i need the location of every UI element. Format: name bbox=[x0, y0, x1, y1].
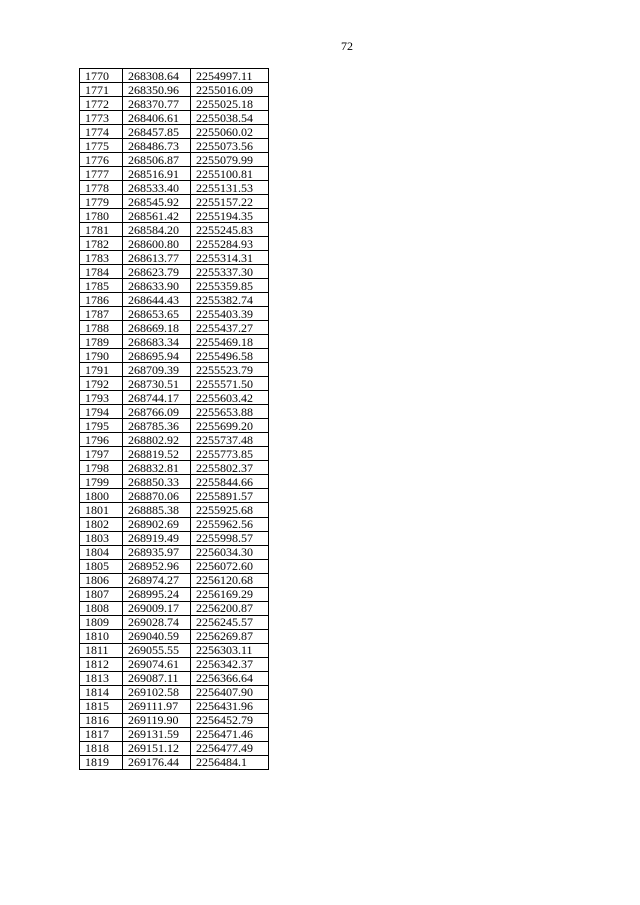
y-coordinate-cell: 2255496.58 bbox=[191, 349, 269, 363]
table-row bbox=[80, 209, 269, 223]
x-coordinate-cell: 269087.11 bbox=[123, 671, 191, 685]
table-row bbox=[80, 167, 269, 181]
y-coordinate-cell: 2255314.31 bbox=[191, 251, 269, 265]
x-coordinate-cell: 268850.33 bbox=[123, 475, 191, 489]
point-number-cell: 1817 bbox=[80, 727, 123, 741]
table-row bbox=[80, 69, 269, 83]
x-coordinate-cell: 269040.59 bbox=[123, 629, 191, 643]
point-number-cell: 1792 bbox=[80, 377, 123, 391]
x-coordinate-cell: 268370.77 bbox=[123, 97, 191, 111]
y-coordinate-cell: 2255699.20 bbox=[191, 419, 269, 433]
x-coordinate-cell: 268709.39 bbox=[123, 363, 191, 377]
y-coordinate-cell: 2256034.30 bbox=[191, 545, 269, 559]
point-number-cell: 1807 bbox=[80, 587, 123, 601]
y-coordinate-cell: 2255245.83 bbox=[191, 223, 269, 237]
y-coordinate-cell: 2255016.09 bbox=[191, 83, 269, 97]
x-coordinate-cell: 268584.20 bbox=[123, 223, 191, 237]
x-coordinate-cell: 269055.55 bbox=[123, 643, 191, 657]
x-coordinate-cell: 269131.59 bbox=[123, 727, 191, 741]
point-number-cell: 1773 bbox=[80, 111, 123, 125]
page-number: 72 bbox=[341, 39, 353, 53]
y-coordinate-cell: 2255844.66 bbox=[191, 475, 269, 489]
y-coordinate-cell: 2255571.50 bbox=[191, 377, 269, 391]
table-row bbox=[80, 363, 269, 377]
table-row bbox=[80, 223, 269, 237]
table-row bbox=[80, 111, 269, 125]
y-coordinate-cell: 2255925.68 bbox=[191, 503, 269, 517]
table-row bbox=[80, 335, 269, 349]
table-row bbox=[80, 601, 269, 615]
point-number-cell: 1815 bbox=[80, 699, 123, 713]
y-coordinate-cell: 2255157.22 bbox=[191, 195, 269, 209]
y-coordinate-cell: 2256200.87 bbox=[191, 601, 269, 615]
y-coordinate-cell: 2255962.56 bbox=[191, 517, 269, 531]
x-coordinate-cell: 268902.69 bbox=[123, 517, 191, 531]
table-row bbox=[80, 657, 269, 671]
y-coordinate-cell: 2255998.57 bbox=[191, 531, 269, 545]
x-coordinate-cell: 268885.38 bbox=[123, 503, 191, 517]
table-row bbox=[80, 531, 269, 545]
point-number-cell: 1798 bbox=[80, 461, 123, 475]
x-coordinate-cell: 268533.40 bbox=[123, 181, 191, 195]
table-row bbox=[80, 741, 269, 755]
point-number-cell: 1786 bbox=[80, 293, 123, 307]
x-coordinate-cell: 268406.61 bbox=[123, 111, 191, 125]
y-coordinate-cell: 2256269.87 bbox=[191, 629, 269, 643]
table-row bbox=[80, 83, 269, 97]
point-number-cell: 1819 bbox=[80, 755, 123, 769]
x-coordinate-cell: 268919.49 bbox=[123, 531, 191, 545]
y-coordinate-cell: 2254997.11 bbox=[191, 69, 269, 83]
table-row bbox=[80, 517, 269, 531]
x-coordinate-cell: 268516.91 bbox=[123, 167, 191, 181]
y-coordinate-cell: 2256303.11 bbox=[191, 643, 269, 657]
table-row bbox=[80, 279, 269, 293]
table-row bbox=[80, 405, 269, 419]
point-number-cell: 1782 bbox=[80, 237, 123, 251]
y-coordinate-cell: 2255359.85 bbox=[191, 279, 269, 293]
table-row bbox=[80, 307, 269, 321]
point-number-cell: 1809 bbox=[80, 615, 123, 629]
x-coordinate-cell: 268995.24 bbox=[123, 587, 191, 601]
table-row bbox=[80, 153, 269, 167]
table-row bbox=[80, 251, 269, 265]
table-row bbox=[80, 461, 269, 475]
table-row bbox=[80, 237, 269, 251]
y-coordinate-cell: 2256072.60 bbox=[191, 559, 269, 573]
table-row bbox=[80, 125, 269, 139]
y-coordinate-cell: 2256484.1 bbox=[191, 755, 269, 769]
y-coordinate-cell: 2255079.99 bbox=[191, 153, 269, 167]
point-number-cell: 1803 bbox=[80, 531, 123, 545]
point-number-cell: 1781 bbox=[80, 223, 123, 237]
point-number-cell: 1790 bbox=[80, 349, 123, 363]
point-number-cell: 1785 bbox=[80, 279, 123, 293]
point-number-cell: 1814 bbox=[80, 685, 123, 699]
table-row bbox=[80, 321, 269, 335]
point-number-cell: 1802 bbox=[80, 517, 123, 531]
x-coordinate-cell: 269151.12 bbox=[123, 741, 191, 755]
point-number-cell: 1777 bbox=[80, 167, 123, 181]
point-number-cell: 1787 bbox=[80, 307, 123, 321]
point-number-cell: 1778 bbox=[80, 181, 123, 195]
y-coordinate-cell: 2256452.79 bbox=[191, 713, 269, 727]
y-coordinate-cell: 2256169.29 bbox=[191, 587, 269, 601]
coordinates-table bbox=[79, 68, 269, 770]
table-row bbox=[80, 489, 269, 503]
point-number-cell: 1791 bbox=[80, 363, 123, 377]
x-coordinate-cell: 268600.80 bbox=[123, 237, 191, 251]
point-number-cell: 1784 bbox=[80, 265, 123, 279]
y-coordinate-cell: 2256366.64 bbox=[191, 671, 269, 685]
point-number-cell: 1788 bbox=[80, 321, 123, 335]
x-coordinate-cell: 268802.92 bbox=[123, 433, 191, 447]
y-coordinate-cell: 2255131.53 bbox=[191, 181, 269, 195]
table-row bbox=[80, 755, 269, 769]
point-number-cell: 1811 bbox=[80, 643, 123, 657]
y-coordinate-cell: 2255603.42 bbox=[191, 391, 269, 405]
table-row bbox=[80, 391, 269, 405]
x-coordinate-cell: 268613.77 bbox=[123, 251, 191, 265]
table-row bbox=[80, 349, 269, 363]
table-row bbox=[80, 671, 269, 685]
y-coordinate-cell: 2255653.88 bbox=[191, 405, 269, 419]
point-number-cell: 1779 bbox=[80, 195, 123, 209]
table-row bbox=[80, 643, 269, 657]
table-row bbox=[80, 727, 269, 741]
point-number-cell: 1794 bbox=[80, 405, 123, 419]
table-row bbox=[80, 181, 269, 195]
table-row bbox=[80, 713, 269, 727]
x-coordinate-cell: 269009.17 bbox=[123, 601, 191, 615]
x-coordinate-cell: 268561.42 bbox=[123, 209, 191, 223]
point-number-cell: 1808 bbox=[80, 601, 123, 615]
x-coordinate-cell: 268730.51 bbox=[123, 377, 191, 391]
table-row bbox=[80, 615, 269, 629]
x-coordinate-cell: 268653.65 bbox=[123, 307, 191, 321]
y-coordinate-cell: 2255469.18 bbox=[191, 335, 269, 349]
y-coordinate-cell: 2255437.27 bbox=[191, 321, 269, 335]
y-coordinate-cell: 2255025.18 bbox=[191, 97, 269, 111]
x-coordinate-cell: 268633.90 bbox=[123, 279, 191, 293]
x-coordinate-cell: 268695.94 bbox=[123, 349, 191, 363]
y-coordinate-cell: 2255523.79 bbox=[191, 363, 269, 377]
point-number-cell: 1799 bbox=[80, 475, 123, 489]
x-coordinate-cell: 268870.06 bbox=[123, 489, 191, 503]
x-coordinate-cell: 269119.90 bbox=[123, 713, 191, 727]
y-coordinate-cell: 2256120.68 bbox=[191, 573, 269, 587]
x-coordinate-cell: 268744.17 bbox=[123, 391, 191, 405]
table-row bbox=[80, 475, 269, 489]
table-row bbox=[80, 573, 269, 587]
x-coordinate-cell: 269074.61 bbox=[123, 657, 191, 671]
point-number-cell: 1789 bbox=[80, 335, 123, 349]
table-row bbox=[80, 587, 269, 601]
point-number-cell: 1795 bbox=[80, 419, 123, 433]
y-coordinate-cell: 2255802.37 bbox=[191, 461, 269, 475]
y-coordinate-cell: 2255100.81 bbox=[191, 167, 269, 181]
y-coordinate-cell: 2255194.35 bbox=[191, 209, 269, 223]
table-row bbox=[80, 545, 269, 559]
y-coordinate-cell: 2255382.74 bbox=[191, 293, 269, 307]
y-coordinate-cell: 2256431.96 bbox=[191, 699, 269, 713]
y-coordinate-cell: 2255073.56 bbox=[191, 139, 269, 153]
x-coordinate-cell: 268457.85 bbox=[123, 125, 191, 139]
table-row bbox=[80, 559, 269, 573]
point-number-cell: 1800 bbox=[80, 489, 123, 503]
x-coordinate-cell: 269176.44 bbox=[123, 755, 191, 769]
table-row bbox=[80, 433, 269, 447]
x-coordinate-cell: 268486.73 bbox=[123, 139, 191, 153]
table-row bbox=[80, 265, 269, 279]
table-row bbox=[80, 699, 269, 713]
coordinates-table-body bbox=[80, 69, 269, 770]
x-coordinate-cell: 268819.52 bbox=[123, 447, 191, 461]
x-coordinate-cell: 268935.97 bbox=[123, 545, 191, 559]
y-coordinate-cell: 2255060.02 bbox=[191, 125, 269, 139]
point-number-cell: 1805 bbox=[80, 559, 123, 573]
point-number-cell: 1812 bbox=[80, 657, 123, 671]
y-coordinate-cell: 2256245.57 bbox=[191, 615, 269, 629]
point-number-cell: 1801 bbox=[80, 503, 123, 517]
x-coordinate-cell: 268952.96 bbox=[123, 559, 191, 573]
table-row bbox=[80, 629, 269, 643]
x-coordinate-cell: 268669.18 bbox=[123, 321, 191, 335]
y-coordinate-cell: 2255038.54 bbox=[191, 111, 269, 125]
y-coordinate-cell: 2256407.90 bbox=[191, 685, 269, 699]
y-coordinate-cell: 2255284.93 bbox=[191, 237, 269, 251]
point-number-cell: 1793 bbox=[80, 391, 123, 405]
y-coordinate-cell: 2255773.85 bbox=[191, 447, 269, 461]
point-number-cell: 1772 bbox=[80, 97, 123, 111]
x-coordinate-cell: 269028.74 bbox=[123, 615, 191, 629]
x-coordinate-cell: 268683.34 bbox=[123, 335, 191, 349]
x-coordinate-cell: 268506.87 bbox=[123, 153, 191, 167]
x-coordinate-cell: 268623.79 bbox=[123, 265, 191, 279]
x-coordinate-cell: 268644.43 bbox=[123, 293, 191, 307]
point-number-cell: 1818 bbox=[80, 741, 123, 755]
point-number-cell: 1810 bbox=[80, 629, 123, 643]
x-coordinate-cell: 269102.58 bbox=[123, 685, 191, 699]
table-row bbox=[80, 139, 269, 153]
table-row bbox=[80, 97, 269, 111]
table-row bbox=[80, 293, 269, 307]
x-coordinate-cell: 269111.97 bbox=[123, 699, 191, 713]
y-coordinate-cell: 2256477.49 bbox=[191, 741, 269, 755]
x-coordinate-cell: 268832.81 bbox=[123, 461, 191, 475]
y-coordinate-cell: 2256342.37 bbox=[191, 657, 269, 671]
point-number-cell: 1770 bbox=[80, 69, 123, 83]
x-coordinate-cell: 268545.92 bbox=[123, 195, 191, 209]
point-number-cell: 1806 bbox=[80, 573, 123, 587]
x-coordinate-cell: 268350.96 bbox=[123, 83, 191, 97]
table-row bbox=[80, 447, 269, 461]
x-coordinate-cell: 268785.36 bbox=[123, 419, 191, 433]
x-coordinate-cell: 268308.64 bbox=[123, 69, 191, 83]
point-number-cell: 1797 bbox=[80, 447, 123, 461]
point-number-cell: 1804 bbox=[80, 545, 123, 559]
point-number-cell: 1796 bbox=[80, 433, 123, 447]
point-number-cell: 1813 bbox=[80, 671, 123, 685]
point-number-cell: 1771 bbox=[80, 83, 123, 97]
table-row bbox=[80, 685, 269, 699]
y-coordinate-cell: 2255737.48 bbox=[191, 433, 269, 447]
x-coordinate-cell: 268974.27 bbox=[123, 573, 191, 587]
table-row bbox=[80, 419, 269, 433]
point-number-cell: 1776 bbox=[80, 153, 123, 167]
y-coordinate-cell: 2255891.57 bbox=[191, 489, 269, 503]
table-row bbox=[80, 195, 269, 209]
point-number-cell: 1783 bbox=[80, 251, 123, 265]
point-number-cell: 1775 bbox=[80, 139, 123, 153]
y-coordinate-cell: 2255337.30 bbox=[191, 265, 269, 279]
y-coordinate-cell: 2255403.39 bbox=[191, 307, 269, 321]
x-coordinate-cell: 268766.09 bbox=[123, 405, 191, 419]
table-row bbox=[80, 377, 269, 391]
point-number-cell: 1816 bbox=[80, 713, 123, 727]
y-coordinate-cell: 2256471.46 bbox=[191, 727, 269, 741]
point-number-cell: 1774 bbox=[80, 125, 123, 139]
point-number-cell: 1780 bbox=[80, 209, 123, 223]
table-row bbox=[80, 503, 269, 517]
